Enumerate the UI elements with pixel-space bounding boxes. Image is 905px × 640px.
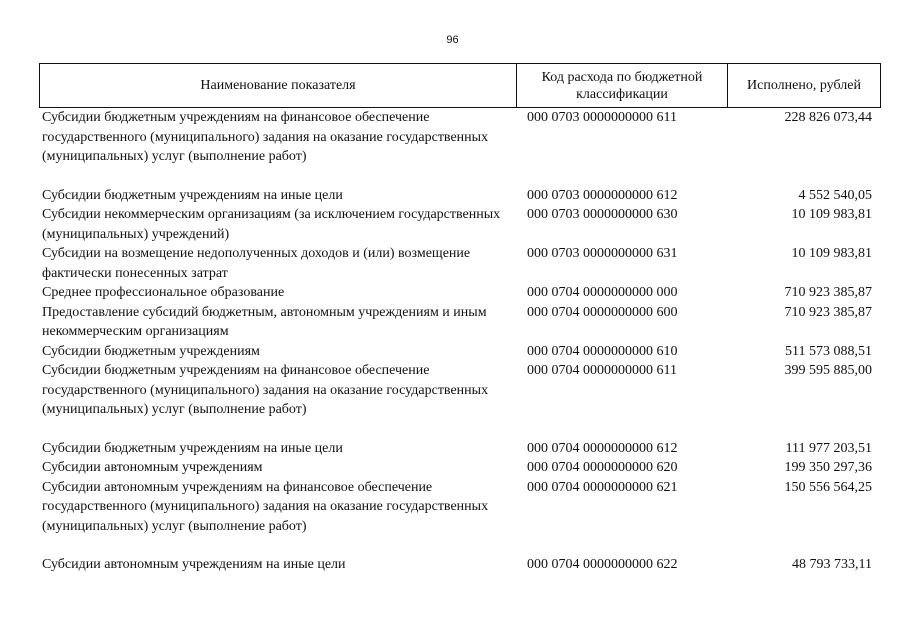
row-amount: 4 552 540,05: [798, 187, 872, 203]
row-code: 000 0703 0000000000 612: [527, 187, 678, 203]
row-name: Субсидии бюджетным учреждениям на финансовое обеспечение государственного (муниципального) задания на оказание государственных (муниципальных) услуг (выполнение работ): [42, 110, 489, 164]
row-name: Субсидии автономным учреждениям на иные цели: [42, 557, 346, 572]
row-amount: 511 573 088,51: [785, 343, 872, 359]
row-name: Предоставление субсидий бюджетным, автономным учреждениям и иным некоммерческим организациям: [42, 304, 487, 339]
row-code: 000 0704 0000000000 611: [527, 363, 677, 378]
row-name: Субсидии некоммерческим организациям (за исключением государственных (муниципальных) учреждений): [42, 207, 501, 242]
page-number: 96: [446, 34, 459, 46]
row-name: Субсидии бюджетным учреждениям на иные цели: [42, 187, 343, 203]
row-amount: 399 595 885,00: [784, 363, 872, 378]
table-row: [39, 108, 881, 167]
header-name: Наименование показателя: [40, 64, 517, 107]
table-row: [39, 361, 881, 420]
row-name: Субсидии автономным учреждениям на финансовое обеспечение государственного (муниципального) задания на оказание государственных (муниципальных) услуг (выполнение работ): [42, 479, 489, 534]
header-amount: Исполнено, рублей: [747, 78, 861, 93]
table-row: [39, 244, 881, 283]
row-code: 000 0704 0000000000 620: [527, 460, 678, 475]
row-code: 000 0704 0000000000 621: [527, 479, 678, 495]
row-amount: 150 556 564,25: [784, 479, 872, 495]
table-row: [39, 186, 881, 206]
table-body: [39, 108, 881, 575]
table-row: [39, 205, 881, 244]
row-amount: 710 923 385,87: [784, 304, 872, 320]
table-row: [39, 283, 881, 303]
row-code: 000 0703 0000000000 631: [527, 246, 678, 261]
row-name: Субсидии на возмещение недополученных доходов и (или) возмещение фактически понесенных затрат: [42, 246, 471, 281]
row-code: 000 0704 0000000000 622: [527, 557, 678, 572]
row-code: 000 0704 0000000000 612: [527, 440, 678, 456]
row-code: 000 0703 0000000000 630: [527, 207, 678, 222]
header-code: Код расхода по бюджетной классификации: [517, 64, 728, 107]
table-header: [39, 63, 881, 108]
row-amount: 48 793 733,11: [792, 557, 872, 572]
row-amount: 710 923 385,87: [784, 285, 872, 300]
row-name: Субсидии бюджетным учреждениям на финансовое обеспечение государственного (муниципального) задания на оказание государственных (муниципальных) услуг (выполнение работ): [42, 363, 489, 417]
row-amount: 10 109 983,81: [791, 246, 872, 261]
table-row: [39, 303, 881, 342]
row-code: 000 0704 0000000000 610: [527, 343, 678, 359]
table-row: [39, 458, 881, 478]
row-name: Субсидии бюджетным учреждениям: [42, 343, 260, 359]
row-amount: 10 109 983,81: [791, 207, 872, 222]
row-name: Субсидии автономным учреждениям: [42, 460, 263, 475]
row-name: Среднее профессиональное образование: [42, 285, 285, 300]
table-row: [39, 342, 881, 362]
row-code: 000 0704 0000000000 600: [527, 304, 678, 320]
table-row: [39, 555, 881, 575]
row-amount: 228 826 073,44: [784, 110, 872, 125]
row-name: Субсидии бюджетным учреждениям на иные цели: [42, 440, 343, 456]
row-code: 000 0703 0000000000 611: [527, 110, 677, 125]
row-code: 000 0704 0000000000 000: [527, 285, 678, 300]
table-row: [39, 439, 881, 459]
row-amount: 199 350 297,36: [784, 460, 872, 475]
row-amount: 111 977 203,51: [785, 440, 872, 456]
table-row: [39, 478, 881, 537]
